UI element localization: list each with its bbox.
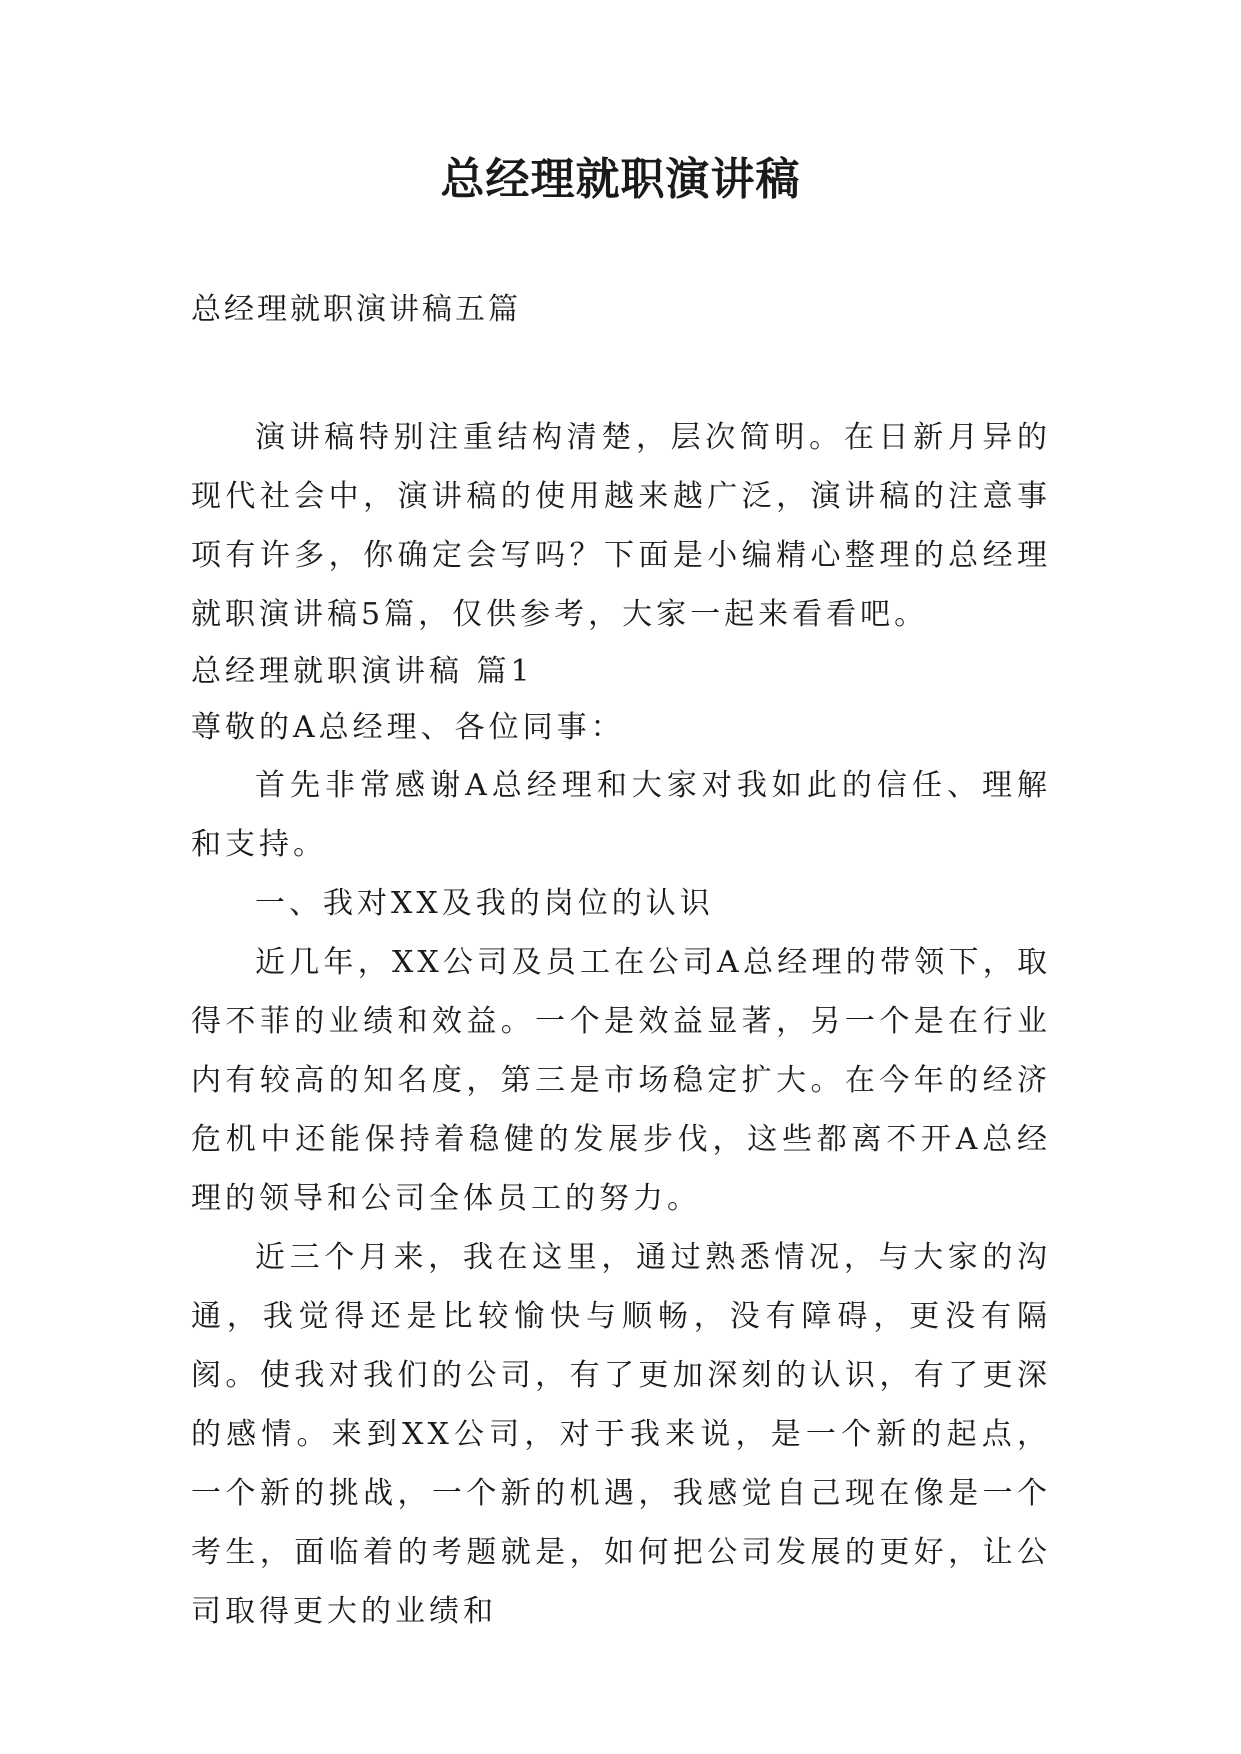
intro-paragraph: 演讲稿特别注重结构清楚，层次简明。在日新月异的现代社会中，演讲稿的使用越来越广泛，演讲稿的注意事项有许多，你确定会写吗？下面是小编精心整理的总经理就职演讲稿5篇，仅供参考，大家一起来看看吧。	[191, 420, 1051, 632]
document-title: 总经理就职演讲稿	[440, 154, 801, 205]
salutation: 尊敬的A总经理、各位同事：	[191, 710, 625, 745]
body-paragraph: 近几年，XX公司及员工在公司A总经理的带领下，取得不菲的业绩和效益。一个是效益显著，另一个是在行业内有较高的知名度，第三是市场稳定扩大。在今年的经济危机中还能保持着稳健的发展步伐，这些都离不开A总经理的领导和公司全体员工的努力。	[191, 945, 1051, 1216]
section-heading: 总经理就职演讲稿 篇1	[191, 654, 534, 689]
document-subtitle: 总经理就职演讲稿五篇	[191, 292, 521, 327]
body-paragraph: 近三个月来，我在这里，通过熟悉情况，与大家的沟通，我觉得还是比较愉快与顺畅，没有障碍，更没有隔阂。使我对我们的公司，有了更加深刻的认识，有了更深的感情。来到XX公司，对于我来说，是一个新的起点，一个新的挑战，一个新的机遇，我感觉自己现在像是一个考生，面临着的考题就是，如何把公司发展的更好，让公司取得更大的业绩和	[191, 1240, 1051, 1629]
document-body	[191, 408, 1051, 1641]
subsection-heading: 一、我对XX及我的岗位的认识	[255, 886, 714, 921]
thanks-paragraph: 首先非常感谢A总经理和大家对我如此的信任、理解和支持。	[191, 768, 1051, 862]
